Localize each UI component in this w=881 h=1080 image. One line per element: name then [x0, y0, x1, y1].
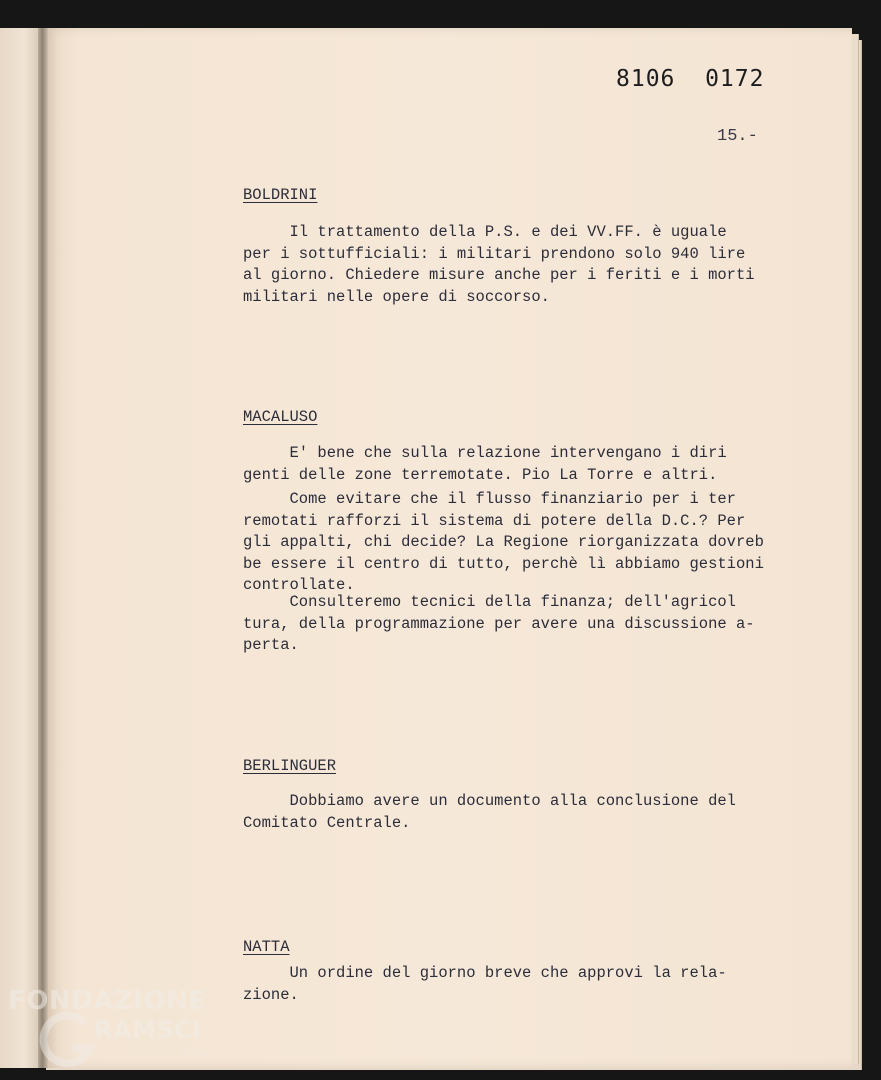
paragraph: Come evitare che il flusso finanziario per i ter remotati rafforzi il sistema di potere della D.C.? Per gli appalti, chi decide? La Regione riorganizzata dovreb be essere il centro di tutto, perchè lì abbiamo gestioni controllate.: [243, 490, 764, 594]
speaker-heading: MACALUSO: [243, 408, 318, 426]
left-page-edge: [0, 28, 40, 1068]
paragraph: Il trattamento della P.S. e dei VV.FF. è uguale per i sottufficiali: i militari prendono solo 940 lire al giorno. Chiedere misure anche per i feriti e i morti militari nelle opere di soccorso.: [243, 223, 755, 306]
watermark-line-3: onlus: [180, 1046, 210, 1059]
page-number: 15.-: [717, 127, 758, 146]
gramsci-g-logo-icon: [38, 1010, 98, 1070]
speaker-heading: NATTA: [243, 938, 290, 956]
paragraph: Dobbiamo avere un documento alla conclusione del Comitato Centrale.: [243, 792, 736, 832]
paragraph: Consulteremo tecnici della finanza; dell'agricol tura, della programmazione per avere una discussione a- perta.: [243, 593, 755, 654]
fondazione-gramsci-watermark: [4, 986, 219, 1066]
speaker-heading: BOLDRINI: [243, 186, 318, 204]
watermark-line-2: RAMSCI: [94, 1016, 202, 1044]
paragraph: E' bene che sulla relazione intervengano i diri genti delle zone terremotate. Pio La Torre e altri.: [243, 444, 727, 484]
archive-number: 8106 0172: [616, 66, 765, 92]
paragraph: Un ordine del giorno breve che approvi la rela- zione.: [243, 964, 727, 1004]
speaker-heading: BERLINGUER: [243, 757, 337, 775]
watermark-line-1: FONDAZIONE: [8, 986, 207, 1016]
book-gutter: [38, 28, 48, 1068]
